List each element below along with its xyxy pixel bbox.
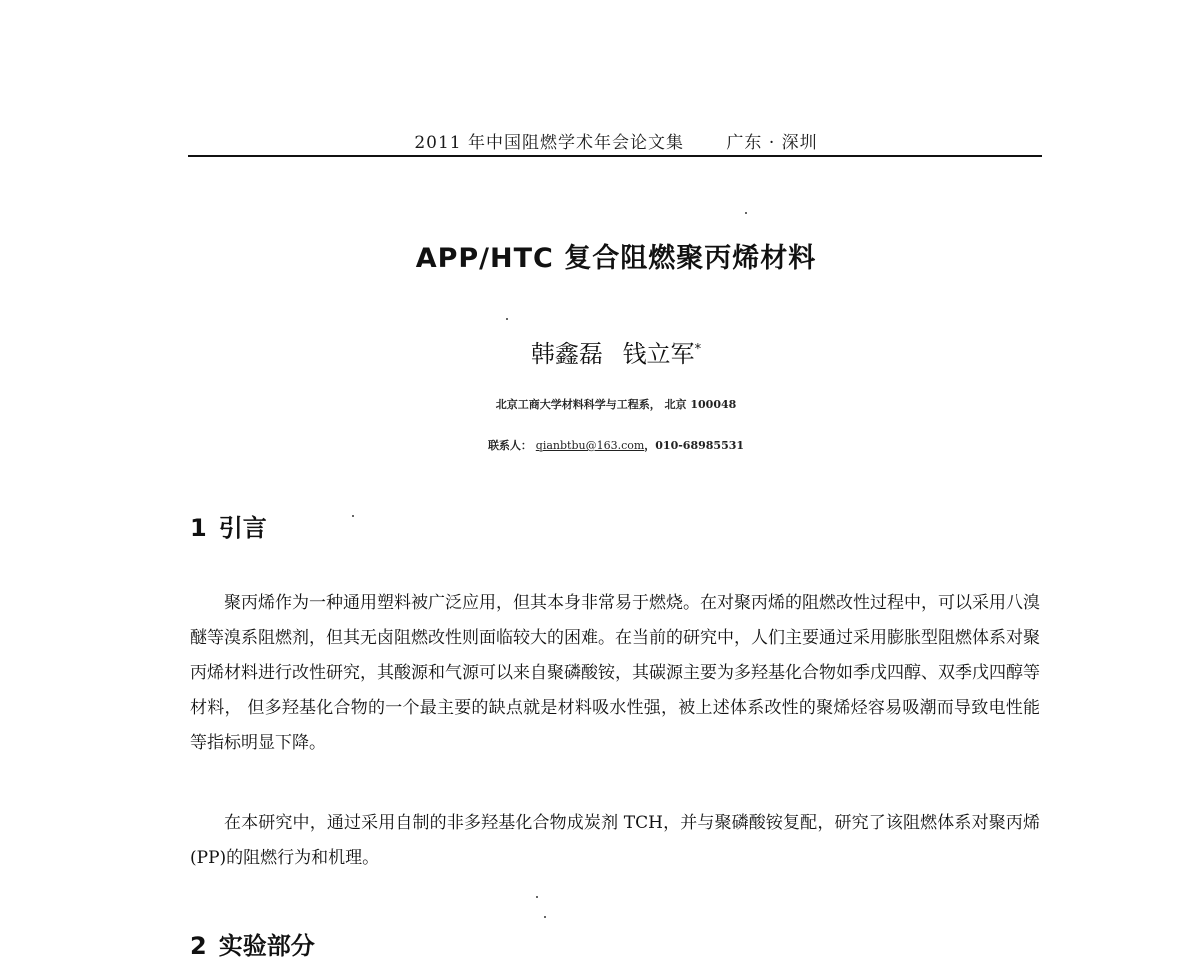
conference-location: 广东 · 深圳 [726, 133, 818, 153]
proceedings-title: 2011 年中国阻燃学术年会论文集 [414, 133, 685, 153]
section-title: 实验部分 [218, 932, 315, 960]
contact-line [190, 437, 1042, 453]
section-heading-introduction [190, 508, 267, 543]
contact-phone: ，010-68985531 [644, 439, 745, 452]
scan-speck [536, 896, 538, 898]
section-number: 2 [190, 932, 207, 960]
paper-title: APP/HTC 复合阻燃聚丙烯材料 [415, 243, 817, 274]
section-number: 1 [190, 514, 207, 542]
contact-email-link[interactable]: qianbtbu@163.com [535, 439, 645, 452]
corresponding-author-name: 钱立军* [622, 340, 702, 368]
running-header [190, 128, 1042, 153]
scan-speck [352, 515, 354, 517]
author-name: 韩鑫磊 [530, 340, 603, 368]
scan-speck [544, 916, 546, 918]
corresponding-author-mark: * [694, 342, 702, 357]
header-rule [188, 155, 1042, 157]
scan-speck [506, 318, 508, 320]
body-paragraph: 在本研究中，通过采用自制的非多羟基化合物成炭剂 TCH，并与聚磷酸铵复配，研究了该阻燃体系对聚丙烯(PP)的阻燃行为和机理。 [190, 813, 1040, 868]
contact-label: 联系人： [487, 439, 532, 452]
author-list [190, 334, 1042, 369]
scan-speck [745, 212, 747, 214]
body-paragraph: 聚丙烯作为一种通用塑料被广泛应用，但其本身非常易于燃烧。在对聚丙烯的阻燃改性过程中，可以采用八溴醚等溴系阻燃剂，但其无卤阻燃改性则面临较大的困难。在当前的研究中，人们主要通过采用膨胀型阻燃体系对聚丙烯材料进行改性研究，其酸源和气源可以来自聚磷酸铵，其碳源主要为多羟基化合物如季戊四醇、双季戊四醇等材料， 但多羟基化合物的一个最主要的缺点就是材料吸水性强，被上述体系改性的聚烯烃容易吸潮而导致电性能等指标明显下降。 [190, 593, 1040, 753]
affiliation: 北京工商大学材料科学与工程系， 北京 100048 [495, 398, 737, 411]
section-title: 引言 [218, 514, 267, 542]
section-heading-experimental [190, 926, 315, 961]
